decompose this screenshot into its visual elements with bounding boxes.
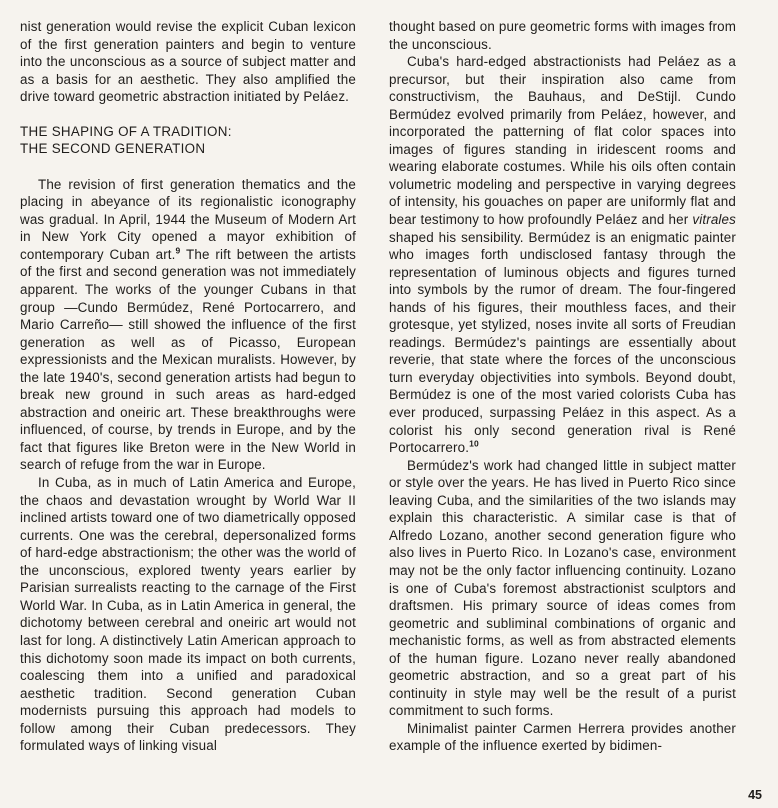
paragraph-text: The revision of first generation thematics and the placing in abeyance of its regionalistic iconography was gradual. In April, 1944 the Museum of Modern Art in New York City opened a mayor exhibition of contemporary Cuban art.: [20, 176, 356, 262]
paragraph: In Cuba, as in much of Latin America and Europe, the chaos and devastation wrought by World War II inclined artists toward one of two diametrically opposed currents. One was the cerebral, depersonalized forms of hard-edge abstractionism; the other was the world of the unconscious, explored twenty years earlier by Parisian surrealists reacting to the carnage of the First World War. In Cuba, as in Latin America in general, the dichotomy between cerebral and oneiric art would not last for long. A distinctively Latin American approach to this dichotomy soon made its impact on both currents, coalescing them into a unified and paradoxical aesthetic tradition. Second generation Cuban modernists pursuing this approach had models to follow among their Cuban predecessors. They formulated ways of linking visual: [20, 475, 356, 754]
paragraph: Bermúdez's work had changed little in subject matter or style over the years. He has lived in Puerto Rico since leaving Cuba, and the similarities of the two islands may explain this characteristic. A similar case is that of Alfredo Lozano, another second generation figure who also lives in Puerto Rico. In Lozano's case, environment may not be the only factor influencing continuity. Lozano is one of Cuba's foremost abstractionist sculptors and draftsmen. His primary source of ideas comes from geometric and subliminal combinations of organic and mechanistic forms, as well as from abstracted elements of the human figure. Lozano never really abandoned geometric abstraction, and so a great part of his continuity in style may well be the result of a purist commitment to such forms.: [389, 457, 736, 719]
page-number: 45: [748, 788, 762, 802]
footnote-ref: 9: [175, 245, 181, 256]
footnote-ref: 10: [469, 438, 479, 449]
paragraph: [389, 53, 736, 457]
paragraph-text: The rift between the artists of the first and second generation was not immediately apparent. The works of the younger Cubans in that group —Cundo Bermúdez, René Portocarrero, and Mario Carreño— still showed the influence of the first generation as well as of Picasso, European expressionists and the Mexican muralists. However, by the late 1940's, second generation artists had begun to break new ground in such areas as hard-edged abstraction and oneiric art. These breakthroughs were influenced, of course, by trends in Europe, and by the fact that figures like Breton were in the New World in search of refuge from the war in Europe.: [20, 246, 356, 473]
right-column: [389, 18, 736, 755]
left-column: [20, 18, 356, 755]
paragraph: Minimalist painter Carmen Herrera provides another example of the influence exerted by bidimen-: [389, 720, 736, 754]
paragraph-text: shaped his sensibility. Bermúdez is an enigmatic painter who images forth undisclosed fantasy through the representation of luminous objects and figures turned into symbols by the rumor of dream. The four-fingered hands of his figures, their mouthless faces, and their grotesque, yet stylized, noses invite all sorts of Freudian readings. Bermúdez's paintings are essentially about reverie, that state where the forces of the unconscious turn everyday objectivities into symbols. Beyond doubt, Bermúdez is one of the most varied colorists Cuba has ever produced, surpassing Peláez in this aspect. As a colorist his only second generation rival is René Portocarrero.: [389, 229, 736, 456]
section-heading: [20, 123, 356, 158]
heading-line: THE SHAPING OF A TRADITION:: [20, 123, 232, 139]
paragraph: nist generation would revise the explicit Cuban lexicon of the first generation painters and begin to venture into the unconscious as a source of subject matter and as a basis for an aesthetic. They also amplified the drive toward geometric abstraction initiated by Peláez.: [20, 19, 356, 105]
paragraph: [20, 176, 356, 474]
italic-term: vitrales: [692, 212, 736, 228]
paragraph-text: Cuba's hard-edged abstractionists had Peláez as a precursor, but their inspiration also came from constructivism, the Bauhaus, and DeStijl. Cundo Bermúdez evolved primarily from Peláez, however, and incorporated the patterning of flat color spaces into images of figures standing in iridescent rooms and wearing elaborate costumes. While his oils often contain volumetric modeling and perspective in varying degrees of intensity, his gouaches on paper are uniformly flat and bear testimony to how profoundly Peláez and her: [389, 54, 736, 228]
heading-line: THE SECOND GENERATION: [20, 141, 206, 157]
paragraph: thought based on pure geometric forms with images from the unconscious.: [389, 19, 736, 52]
